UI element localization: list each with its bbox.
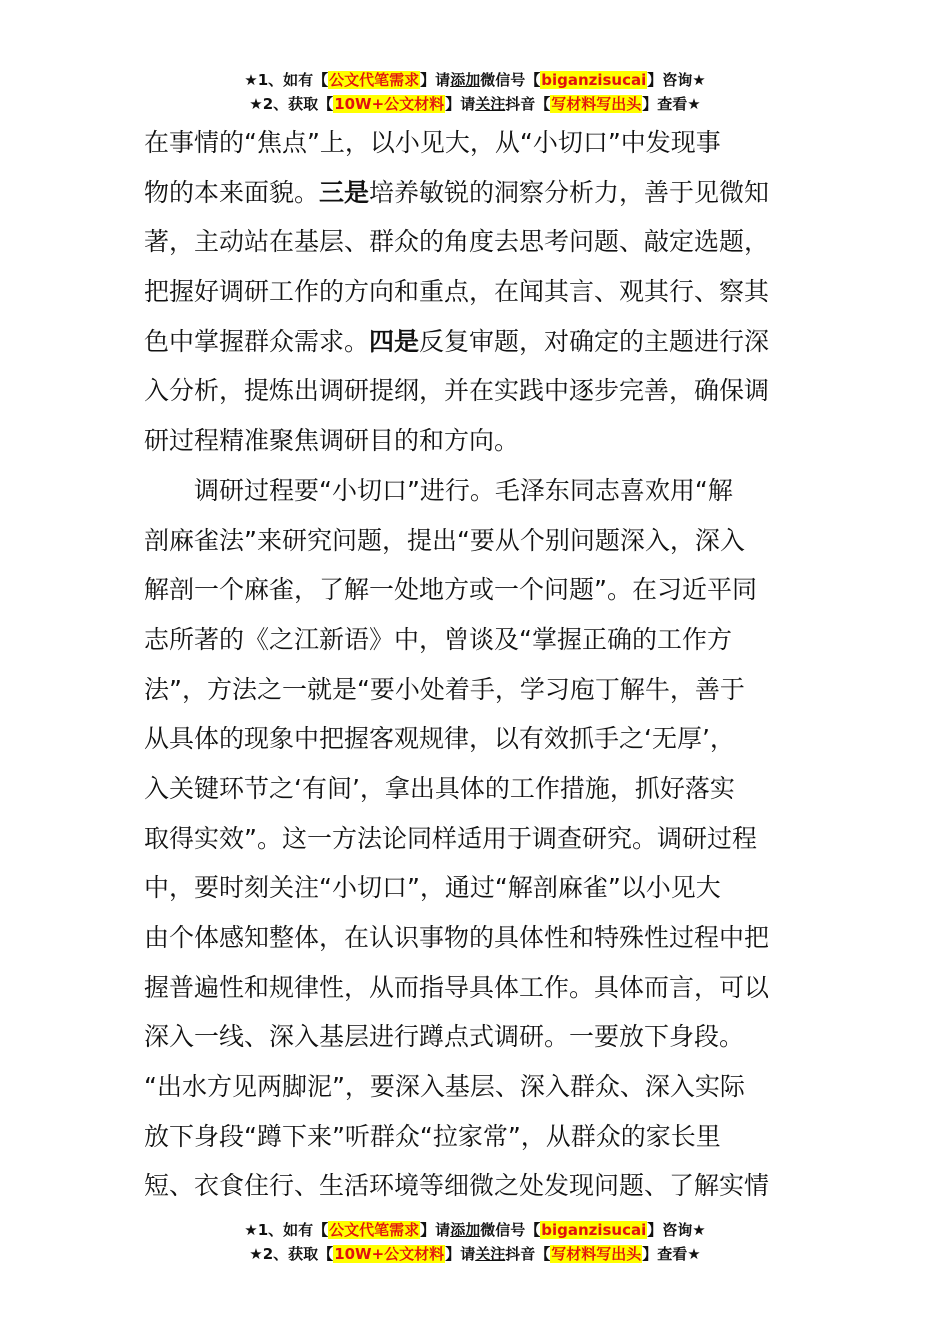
star-icon: ★ [249, 1245, 263, 1263]
text-line: 放下身段“蹲下来”听群众“拉家常”，从群众的家长里 [144, 1121, 721, 1151]
text-segment: 色中掌握群众需求。 [144, 326, 370, 356]
banner-text: 抖音【 [505, 1245, 551, 1263]
highlight-service: 公文代笔需求 [329, 71, 420, 89]
text-line: 把握好调研工作的方向和重点，在闻其言、观其行、察其 [144, 277, 770, 307]
banner-line-1 [0, 1218, 950, 1242]
text-line: 取得实效”。这一方法论同样适用于调查研究。调研过程 [144, 823, 757, 853]
text-line: 剖麻雀法”来研究问题，提出“要从个别问题深入，深入 [144, 525, 745, 555]
banner-text: 】请 [445, 1245, 476, 1263]
banner-text: 1、如有【 [257, 71, 329, 89]
footer-banner [0, 1218, 950, 1266]
text-segment: 物的本来面貌。 [144, 177, 320, 207]
text-line: “出水方见两脚泥”，要深入基层、深入群众、深入实际 [144, 1072, 745, 1102]
banner-text: 2、获取【 [262, 1245, 334, 1263]
bold-marker: 四是 [369, 326, 420, 356]
text-line: 研过程精准聚焦调研目的和方向。 [144, 426, 520, 456]
banner-text: 微信号【 [480, 71, 541, 89]
text-line [144, 168, 808, 218]
banner-text: 】请 [420, 1221, 451, 1239]
banner-underline: 关注 [475, 1245, 506, 1263]
text-line: 法”，方法之一就是“要小处着手，学习庖丁解牛，善于 [144, 674, 745, 704]
text-line: 中，要时刻关注“小切口”，通过“解剖麻雀”以小见大 [144, 873, 721, 903]
highlight-douyin-id: 写材料写出头 [551, 1245, 642, 1263]
banner-text: 】咨询★ [647, 1221, 706, 1239]
text-line: 在事情的“焦点”上，以小见大，从“小切口”中发现事 [144, 128, 721, 157]
banner-text: 2、获取【 [262, 95, 334, 113]
banner-underline: 添加 [450, 1221, 481, 1239]
banner-text: 1、如有【 [257, 1221, 329, 1239]
text-line: 调研过程要“小切口”进行。毛泽东同志喜欢用“解 [194, 475, 733, 505]
text-line: 入关键环节之‘有间’，拿出具体的工作措施，抓好落实 [144, 773, 735, 803]
text-segment: 反复审题，对确定的主题进行深 [419, 326, 770, 356]
text-line: 解剖一个麻雀，了解一处地方或一个问题”。在习近平同 [144, 575, 757, 605]
banner-text: 】请 [445, 95, 476, 113]
highlight-wechat-id: biganzisucai [541, 71, 647, 89]
banner-line-2 [0, 1242, 950, 1266]
text-line: 从具体的现象中把握客观规律，以有效抓手之‘无厚’， [144, 724, 735, 754]
document-body [144, 118, 808, 1211]
highlight-douyin-id: 写材料写出头 [551, 95, 642, 113]
text-line: 著，主动站在基层、群众的角度去思考问题、敲定选题， [144, 227, 770, 257]
text-line: 志所著的《之江新语》中，曾谈及“掌握正确的工作方 [144, 624, 732, 654]
banner-line-2 [0, 92, 950, 116]
highlight-service: 公文代笔需求 [329, 1221, 420, 1239]
header-banner [0, 68, 950, 116]
text-line [144, 317, 808, 367]
bold-marker: 三是 [319, 177, 370, 207]
star-icon: ★ [244, 71, 258, 89]
banner-underline: 关注 [475, 95, 506, 113]
banner-text: 微信号【 [480, 1221, 541, 1239]
highlight-wechat-id: biganzisucai [541, 1221, 647, 1239]
banner-text: 】查看★ [642, 1245, 701, 1263]
banner-underline: 添加 [450, 71, 481, 89]
highlight-materials: 10W+公文材料 [334, 95, 445, 113]
text-line: 握普遍性和规律性，从而指导具体工作。具体而言，可以 [144, 972, 770, 1002]
star-icon: ★ [244, 1221, 258, 1239]
banner-text: 】查看★ [642, 95, 701, 113]
text-line: 入分析，提炼出调研提纲，并在实践中逐步完善，确保调 [144, 376, 770, 406]
text-line: 短、衣食住行、生活环境等细微之处发现问题、了解实情 [144, 1171, 770, 1201]
text-segment: 培养敏锐的洞察分析力，善于见微知 [369, 177, 770, 207]
star-icon: ★ [249, 95, 263, 113]
banner-text: 】咨询★ [647, 71, 706, 89]
text-line: 深入一线、深入基层进行蹲点式调研。一要放下身段。 [144, 1022, 745, 1052]
banner-text: 】请 [420, 71, 451, 89]
banner-text: 抖音【 [505, 95, 551, 113]
highlight-materials: 10W+公文材料 [334, 1245, 445, 1263]
text-line: 由个体感知整体，在认识事物的具体性和特殊性过程中把 [144, 923, 770, 952]
banner-line-1 [0, 68, 950, 92]
